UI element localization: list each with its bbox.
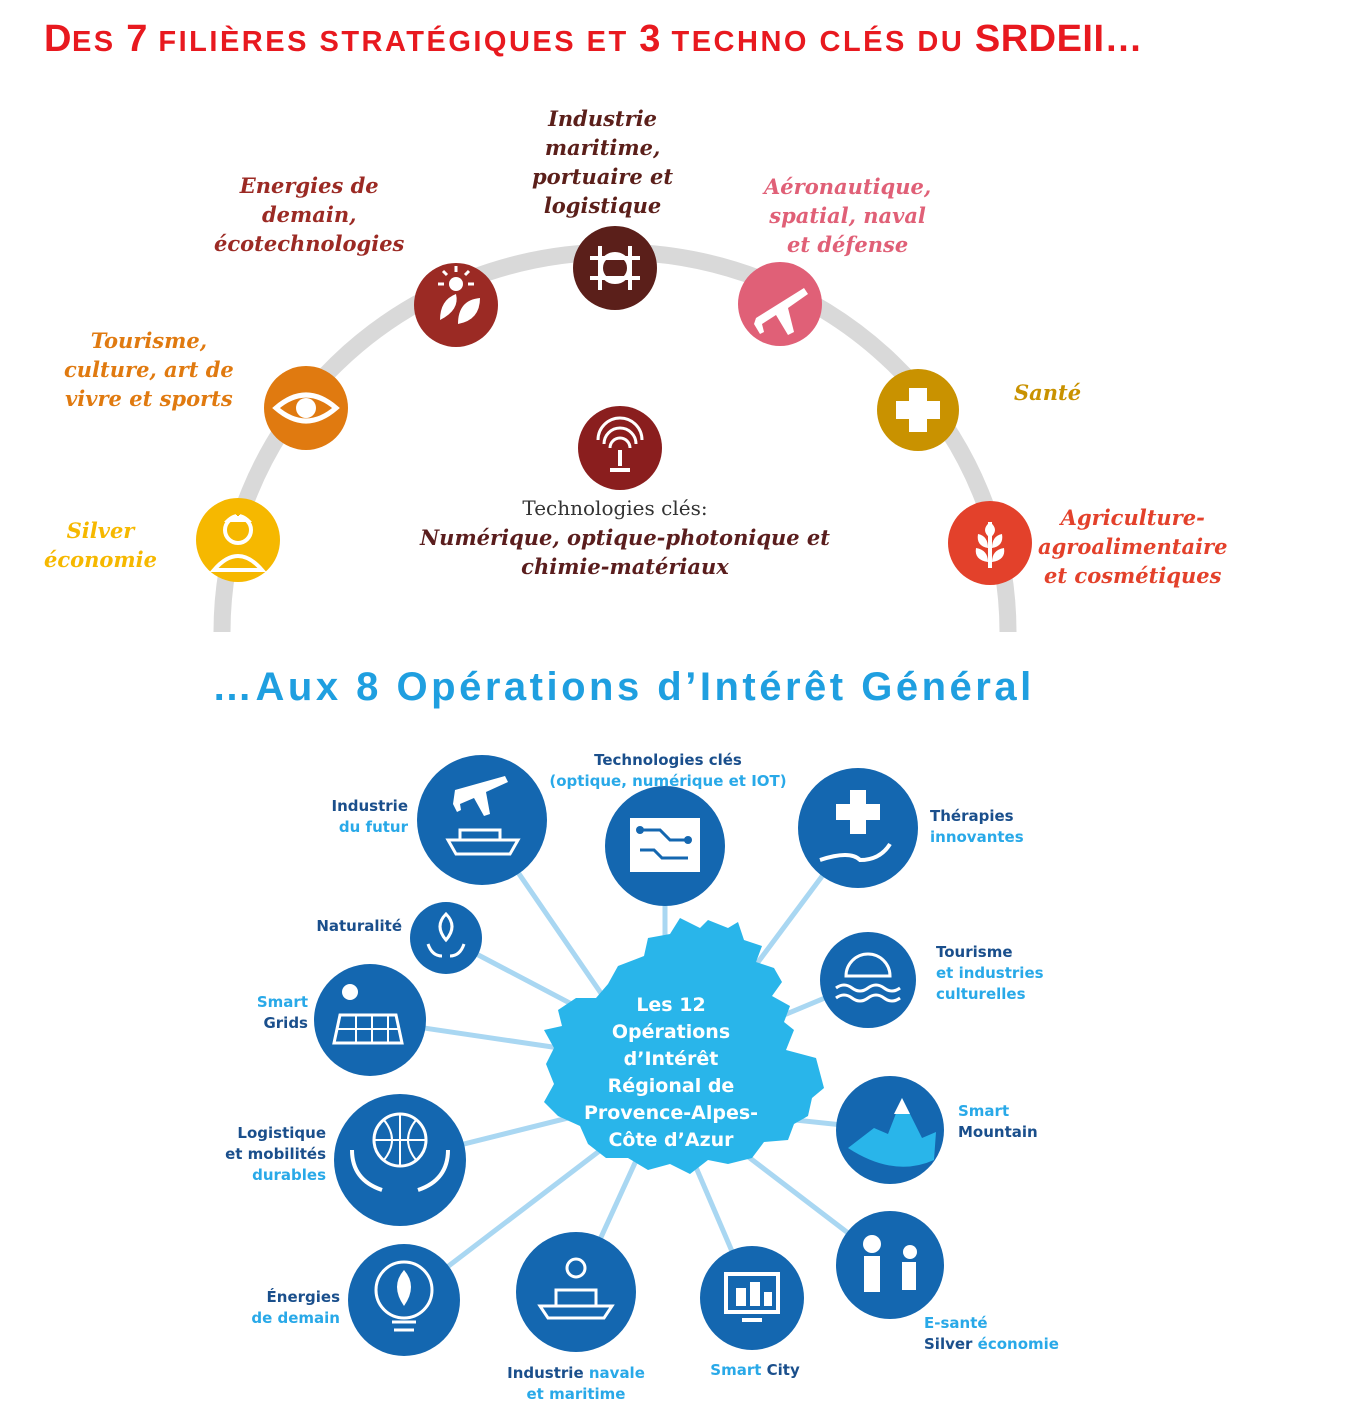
label-line: E-santé	[924, 1314, 988, 1332]
label-line: innovantes	[930, 828, 1024, 846]
label-word: Industrie	[507, 1364, 584, 1382]
lightbulb-leaf-icon	[348, 1244, 460, 1356]
label-smart-mountain	[958, 1101, 1038, 1143]
label-line: Aéronautique,	[764, 174, 932, 199]
label-word: Smart	[710, 1361, 762, 1379]
label-line: et mobilités	[225, 1145, 326, 1163]
tech-cles-body	[400, 523, 850, 581]
label-line: (optique, numérique et IOT)	[549, 772, 787, 790]
label-line: Industrie	[548, 106, 658, 131]
label-word: City	[766, 1361, 800, 1379]
label-word: économie	[977, 1335, 1059, 1353]
label-line: Mountain	[958, 1123, 1038, 1141]
label-line: et cosmétiques	[1044, 563, 1222, 588]
label-line: économie	[44, 547, 157, 572]
center-line: Opérations	[611, 1021, 731, 1043]
label-silver-economie	[44, 516, 157, 574]
center-line: d’Intérêt	[623, 1048, 719, 1070]
label-line: Tourisme,	[90, 328, 208, 353]
label-sante	[1014, 378, 1081, 407]
label-naturalite	[300, 916, 402, 937]
globe-hands-icon	[334, 1094, 466, 1226]
label-line: durables	[252, 1166, 326, 1184]
label-aeronautique	[764, 172, 931, 259]
industrie-futur-icon	[417, 755, 547, 885]
ship-gears-icon	[516, 1232, 636, 1352]
label-line: vivre et sports	[65, 386, 233, 411]
solar-panel-icon	[314, 964, 426, 1076]
center-line: Les 12	[636, 994, 706, 1016]
label-line: Grids	[263, 1014, 308, 1032]
center-line: Provence-Alpes-	[583, 1102, 759, 1124]
label-line: du futur	[338, 818, 408, 836]
label-energies	[214, 171, 404, 258]
sunset-sea-icon	[820, 932, 916, 1028]
label-word: Silver	[924, 1335, 973, 1353]
label-therapies	[930, 806, 1024, 848]
label-line: portuaire et	[532, 164, 674, 189]
label-line: Thérapies	[930, 807, 1014, 825]
label-line: culture, art de	[64, 357, 234, 382]
label-industrie-navale	[486, 1363, 666, 1405]
wheat-icon	[948, 501, 1032, 585]
antenna-icon	[578, 406, 662, 490]
label-smart-grids	[240, 992, 308, 1034]
hand-cross-icon	[798, 768, 918, 888]
medical-cross-icon	[877, 369, 959, 451]
label-line: Energies de	[239, 173, 379, 198]
section2-title: …Aux 8 Opérations d’Intérêt Général	[212, 665, 1035, 709]
label-industrie-futur	[306, 796, 408, 838]
label-esante	[924, 1313, 1059, 1355]
label-line: Technologies clés	[594, 751, 742, 769]
label-line: Smart	[256, 993, 308, 1011]
airplane-icon	[738, 262, 822, 346]
label-line: agroalimentaire	[1038, 534, 1228, 559]
label-line: de demain	[251, 1309, 340, 1327]
label-line: chimie-matériaux	[521, 554, 729, 579]
label-line: maritime,	[544, 135, 661, 160]
mountain-icon	[836, 1076, 944, 1184]
tech-cles-title: Technologies clés:	[522, 496, 708, 520]
label-logistique	[200, 1123, 326, 1186]
label-line: Silver	[66, 518, 135, 543]
circuit-board-icon	[605, 786, 725, 906]
elderly-child-icon	[836, 1211, 944, 1319]
leaf-sun-icon	[414, 263, 498, 347]
label-line: logistique	[543, 193, 662, 218]
label-line: et maritime	[526, 1385, 626, 1403]
label-line: Industrie	[331, 797, 408, 815]
label-line: demain,	[261, 202, 357, 227]
label-line: écotechnologies	[214, 231, 405, 256]
label-line: et défense	[786, 232, 909, 257]
label-smart-city	[690, 1360, 820, 1381]
smart-city-icon	[700, 1246, 804, 1350]
label-line: spatial, naval	[769, 203, 926, 228]
nature-hands-icon	[410, 902, 482, 974]
region-center-text	[566, 992, 776, 1154]
label-line: Santé	[1014, 380, 1082, 405]
label-line: et industries	[936, 964, 1044, 982]
label-line: Numérique, optique-photonique et	[419, 525, 830, 550]
silver-economie-icon	[196, 498, 280, 582]
label-line: Tourisme	[936, 943, 1013, 961]
center-line: Régional de	[607, 1075, 735, 1097]
label-tourisme	[64, 326, 234, 413]
label-line: Naturalité	[316, 917, 402, 935]
label-word: navale	[588, 1364, 645, 1382]
center-line: Côte d’Azur	[608, 1129, 734, 1151]
section1-title: DES 7 FILIÈRES STRATÉGIQUES ET 3 TECHNO CLÉS DU SRDEII…	[44, 18, 1144, 60]
label-industrie-maritime	[532, 104, 673, 220]
crossroads-icon	[573, 226, 657, 310]
label-line: culturelles	[936, 985, 1026, 1003]
label-line: Logistique	[237, 1124, 326, 1142]
label-line: Agriculture-	[1060, 505, 1205, 530]
label-energies-demain	[220, 1287, 340, 1329]
label-tech-cles	[548, 750, 788, 792]
label-tourisme-industries	[936, 942, 1044, 1005]
eye-icon	[264, 366, 348, 450]
label-line: Énergies	[266, 1288, 340, 1306]
label-line: Smart	[958, 1102, 1010, 1120]
label-agriculture	[1038, 503, 1227, 590]
